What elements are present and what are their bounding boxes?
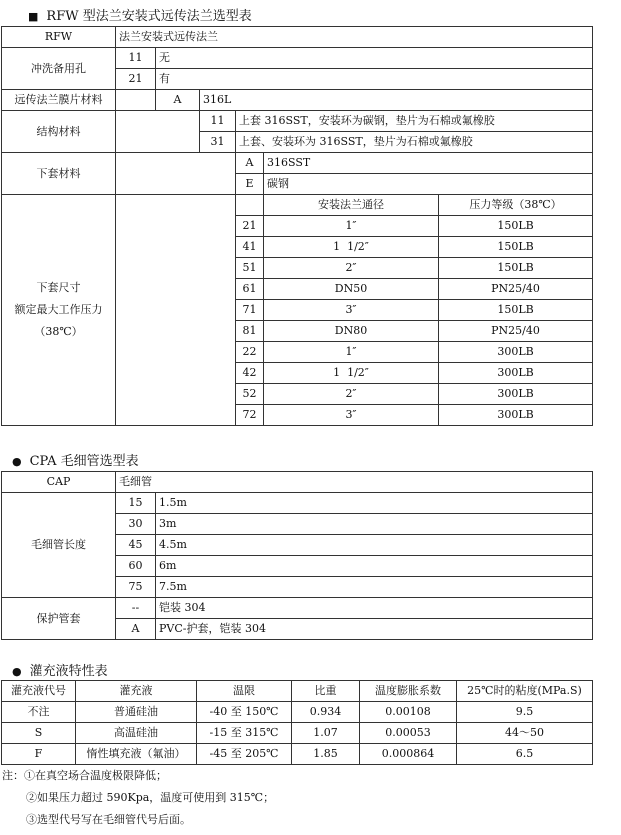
fluid-heading-text: 灌充液特性表 <box>29 664 108 679</box>
structure-desc: 上套、安装环为 316SST，垫片为石棉或氟橡胶 <box>236 132 593 153</box>
fluid-cell: 0.00053 <box>360 723 457 744</box>
membrane-code: A <box>156 90 200 111</box>
size-col-diameter: 安装法兰通径 <box>264 195 439 216</box>
length-code: 15 <box>116 493 156 514</box>
table-row <box>2 48 593 69</box>
fluid-header: 温度膨胀系数 <box>360 681 457 702</box>
fluid-header: 灌充液 <box>76 681 197 702</box>
rfw-code-desc: 法兰安装式远传法兰 <box>116 27 593 48</box>
fluid-cell: 普通硅油 <box>76 702 197 723</box>
size-pressure: 150LB <box>439 237 593 258</box>
fluid-cell: 9.5 <box>457 702 593 723</box>
rfw-heading-text: RFW 型法兰安装式远传法兰选型表 <box>46 9 252 24</box>
size-code: 61 <box>236 279 264 300</box>
length-desc: 1.5m <box>156 493 593 514</box>
sheath-desc: PVC-护套，铠装 304 <box>156 619 593 640</box>
size-code: 52 <box>236 384 264 405</box>
size-pressure: 300LB <box>439 405 593 426</box>
size-diameter: 3″ <box>264 300 439 321</box>
cpa-heading <box>12 450 139 469</box>
fluid-header: 比重 <box>292 681 360 702</box>
size-diameter: 3″ <box>264 405 439 426</box>
empty-cell <box>236 195 264 216</box>
fluid-header: 25℃时的粘度(MPa.S) <box>457 681 593 702</box>
notes <box>2 767 274 833</box>
fluid-cell: S <box>2 723 76 744</box>
size-pressure: 150LB <box>439 300 593 321</box>
empty-cell <box>116 90 156 111</box>
empty-cell <box>116 195 236 426</box>
rfw-heading <box>28 5 252 24</box>
size-diameter: DN50 <box>264 279 439 300</box>
flush-label: 冲洗备用孔 <box>2 48 116 90</box>
size-pressure: PN25/40 <box>439 279 593 300</box>
empty-cell <box>116 111 200 153</box>
size-col-pressure: 压力等级（38℃） <box>439 195 593 216</box>
lower-desc: 碳钢 <box>264 174 593 195</box>
fluid-cell: -15 至 315℃ <box>197 723 292 744</box>
size-code: 21 <box>236 216 264 237</box>
size-label <box>2 195 116 426</box>
size-code: 81 <box>236 321 264 342</box>
round-bullet-icon: ● <box>12 665 22 678</box>
cpa-code-label: CAP <box>2 472 116 493</box>
fluid-cell: 44～50 <box>457 723 593 744</box>
size-pressure: 300LB <box>439 384 593 405</box>
flush-code: 21 <box>116 69 156 90</box>
fluid-cell: 1.07 <box>292 723 360 744</box>
empty-cell <box>116 153 236 195</box>
size-pressure: PN25/40 <box>439 321 593 342</box>
table-row <box>2 598 593 619</box>
size-code: 51 <box>236 258 264 279</box>
lower-label: 下套材料 <box>2 153 116 195</box>
fluid-cell: 高温硅油 <box>76 723 197 744</box>
size-code: 71 <box>236 300 264 321</box>
length-desc: 4.5m <box>156 535 593 556</box>
structure-code: 11 <box>200 111 236 132</box>
table-row <box>2 681 593 702</box>
size-code: 42 <box>236 363 264 384</box>
round-bullet-icon: ● <box>12 455 22 468</box>
fluid-heading <box>12 660 108 679</box>
flush-desc: 有 <box>156 69 593 90</box>
table-row <box>2 744 593 765</box>
table-row <box>2 702 593 723</box>
fluid-cell: 0.934 <box>292 702 360 723</box>
fluid-properties-table <box>1 680 593 765</box>
fluid-cell: -40 至 150℃ <box>197 702 292 723</box>
length-code: 75 <box>116 577 156 598</box>
structure-desc: 上套 316SST，安装环为碳钢，垫片为石棉或氟橡胶 <box>236 111 593 132</box>
structure-label: 结构材料 <box>2 111 116 153</box>
size-pressure: 150LB <box>439 258 593 279</box>
table-row <box>2 90 593 111</box>
size-diameter: 1″ <box>264 216 439 237</box>
fluid-cell: 惰性填充液（氟油） <box>76 744 197 765</box>
table-row <box>2 153 593 174</box>
size-diameter: 2″ <box>264 258 439 279</box>
flush-code: 11 <box>116 48 156 69</box>
note-line: 注：①在真空场合温度极限降低； <box>2 769 167 782</box>
size-pressure: 300LB <box>439 342 593 363</box>
size-label-line: 额定最大工作压力 <box>14 303 103 316</box>
square-bullet-icon: ■ <box>28 10 39 23</box>
note-line: ②如果压力超过 590Kpa，温度可使用到 315℃； <box>26 791 275 804</box>
length-desc: 7.5m <box>156 577 593 598</box>
length-label: 毛细管长度 <box>2 493 116 598</box>
sheath-code: -- <box>116 598 156 619</box>
table-row <box>2 111 593 132</box>
cpa-heading-text: CPA 毛细管选型表 <box>29 454 139 469</box>
rfw-code-label: RFW <box>2 27 116 48</box>
size-diameter: DN80 <box>264 321 439 342</box>
length-code: 60 <box>116 556 156 577</box>
fluid-header: 温限 <box>197 681 292 702</box>
fluid-cell: F <box>2 744 76 765</box>
cpa-code-desc: 毛细管 <box>116 472 593 493</box>
size-diameter: 1″ <box>264 342 439 363</box>
lower-code: A <box>236 153 264 174</box>
sheath-desc: 铠装 304 <box>156 598 593 619</box>
length-code: 45 <box>116 535 156 556</box>
sheath-code: A <box>116 619 156 640</box>
length-desc: 3m <box>156 514 593 535</box>
table-row <box>2 472 593 493</box>
structure-code: 31 <box>200 132 236 153</box>
size-code: 72 <box>236 405 264 426</box>
size-label-line: 下套尺寸 <box>36 281 81 294</box>
membrane-desc: 316L <box>200 90 593 111</box>
lower-code: E <box>236 174 264 195</box>
fluid-cell: 不注 <box>2 702 76 723</box>
lower-desc: 316SST <box>264 153 593 174</box>
size-code: 41 <box>236 237 264 258</box>
size-label-line: （38℃） <box>34 325 83 338</box>
membrane-label: 远传法兰膜片材料 <box>2 90 116 111</box>
length-desc: 6m <box>156 556 593 577</box>
note-line: ③选型代号写在毛细管代号后面。 <box>26 813 191 826</box>
fluid-cell: 6.5 <box>457 744 593 765</box>
flush-desc: 无 <box>156 48 593 69</box>
size-diameter: 1 1/2″ <box>264 363 439 384</box>
fluid-cell: -45 至 205℃ <box>197 744 292 765</box>
size-code: 22 <box>236 342 264 363</box>
cpa-selection-table <box>1 471 593 640</box>
fluid-cell: 0.00108 <box>360 702 457 723</box>
size-pressure: 150LB <box>439 216 593 237</box>
table-row <box>2 195 593 216</box>
table-row <box>2 723 593 744</box>
sheath-label: 保护管套 <box>2 598 116 640</box>
fluid-cell: 1.85 <box>292 744 360 765</box>
size-diameter: 2″ <box>264 384 439 405</box>
length-code: 30 <box>116 514 156 535</box>
fluid-header: 灌充液代号 <box>2 681 76 702</box>
size-diameter: 1 1/2″ <box>264 237 439 258</box>
table-row <box>2 493 593 514</box>
fluid-cell: 0.000864 <box>360 744 457 765</box>
rfw-selection-table <box>1 26 593 426</box>
table-row <box>2 27 593 48</box>
size-pressure: 300LB <box>439 363 593 384</box>
